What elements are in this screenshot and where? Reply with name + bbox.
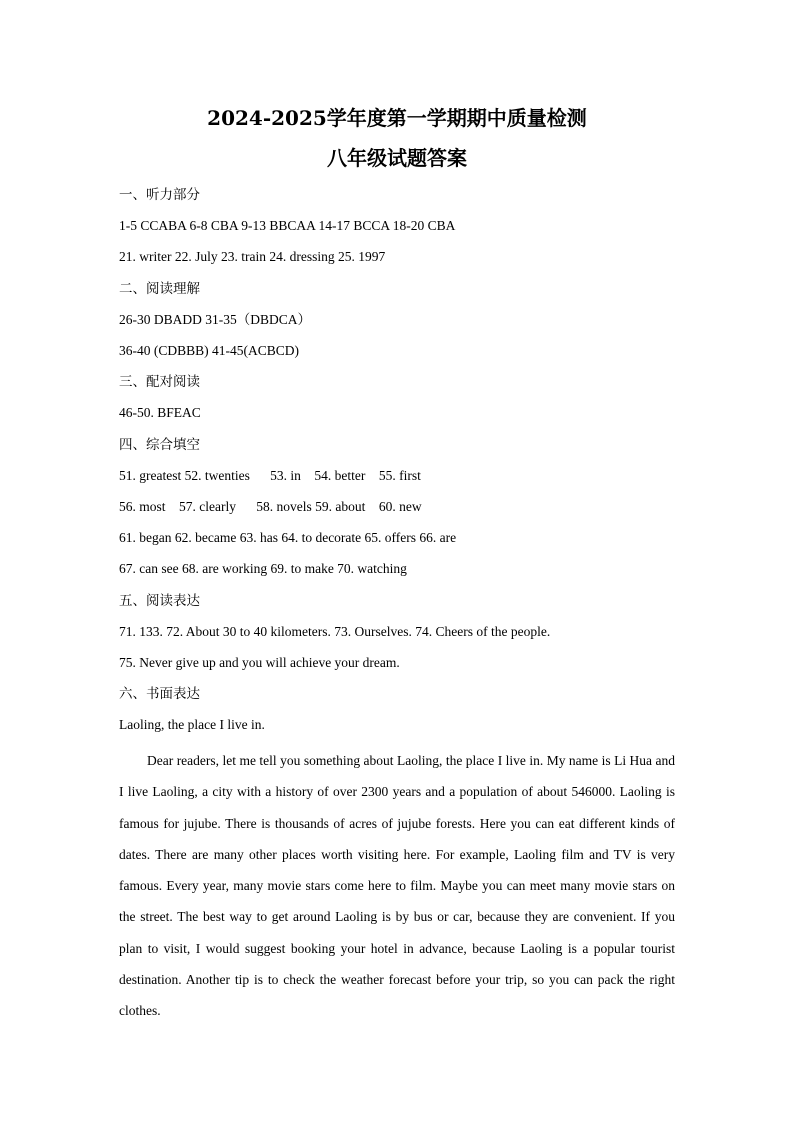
expression-answers-line-1: 71. 133. 72. About 30 to 40 kilometers. 73. Ourselves. 74. Cheers of the people.	[119, 624, 551, 639]
document-title: 2024-2025学年度第一学期期中质量检测	[207, 106, 587, 130]
cloze-answers-line-3: 61. began 62. became 63. has 64. to decorate 65. offers 66. are	[119, 530, 457, 545]
expression-answers-line-2: 75. Never give up and you will achieve your dream.	[119, 655, 400, 670]
reading-answers-line-1: 26-30 DBADD 31-35（DBDCA）	[119, 312, 311, 327]
reading-answers-line-2: 36-40 (CDBBB) 41-45(ACBCD)	[119, 343, 300, 358]
section-heading-listening: 一、听力部分	[119, 187, 200, 203]
section-heading-expression: 五、阅读表达	[119, 593, 200, 609]
essay-title: Laoling, the place I live in.	[119, 717, 265, 732]
document-subtitle: 八年级试题答案	[327, 146, 467, 170]
listening-answers-line-2: 21. writer 22. July 23. train 24. dressing 25. 1997	[119, 249, 386, 264]
section-heading-matching: 三、配对阅读	[119, 374, 200, 390]
cloze-answers-line-2: 56. most 57. clearly 58. novels 59. about 60. new	[119, 499, 422, 514]
essay-paragraph: Dear readers, let me tell you something about Laoling, the place I live in. My name is Li Hua and I live Laoling, a city with a history of over 2300 years and a population of about 546000. Laoling is famous for jujube. There is thousands of acres of jujube forests. Here you can eat different kinds of dates. There are many other places worth visiting here. For example, Laoling film and TV is very famous. Every year, many movie stars come here to film. Maybe you can meet many movie stars on the street. The best way to get around Laoling is by bus or car, because they are convenient. If you plan to visit, I would suggest booking your hotel in advance, because Laoling is a popular tourist destination. Another tip is to check the weather forecast before your trip, so you can pack the right clothes.	[119, 753, 675, 1019]
section-heading-writing: 六、书面表达	[119, 686, 200, 702]
matching-answers-line-1: 46-50. BFEAC	[119, 405, 201, 420]
cloze-answers-line-4: 67. can see 68. are working 69. to make 70. watching	[119, 561, 407, 576]
section-heading-reading: 二、阅读理解	[119, 281, 200, 297]
listening-answers-line-1: 1-5 CCABA 6-8 CBA 9-13 BBCAA 14-17 BCCA 18-20 CBA	[119, 218, 456, 233]
cloze-answers-line-1: 51. greatest 52. twenties 53. in 54. better 55. first	[119, 468, 421, 483]
section-heading-cloze: 四、综合填空	[119, 437, 200, 453]
